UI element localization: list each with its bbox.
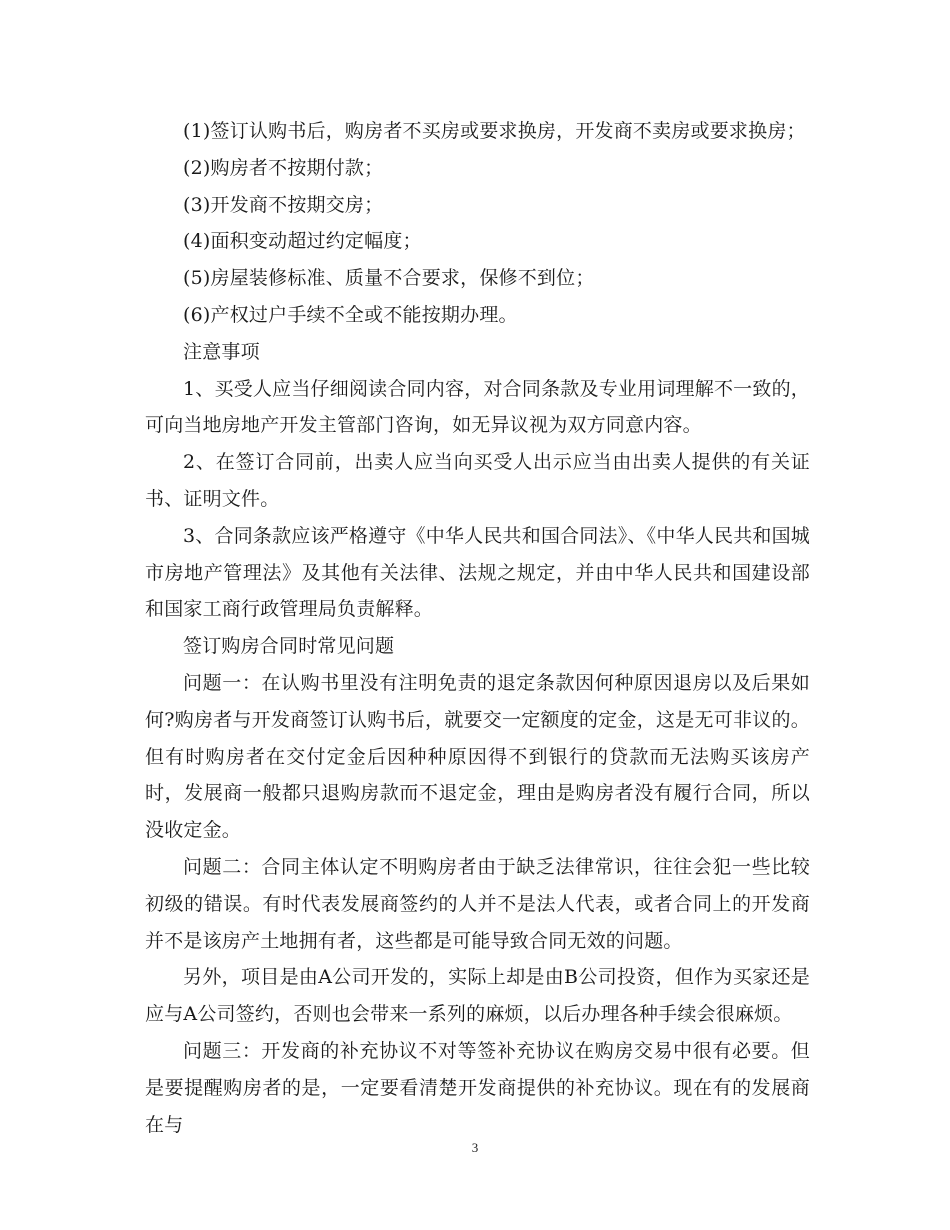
issue-paragraph-2-addendum: 另外，项目是由A公司开发的，实际上却是由B公司投资，但作为买家还是应与A公司签约，否则也会带来一系列的麻烦，以后办理各种手续会很麻烦。 <box>145 966 810 1026</box>
issue-paragraph-2: 问题二：合同主体认定不明购房者由于缺乏法律常识，往往会犯一些比较初级的错误。有时代表发展商签约的人并不是法人代表，或者合同上的开发商并不是该房产土地拥有者，这些都是可能导致合同无效的问题。 <box>145 855 810 952</box>
section-heading-notes: 注意事项 <box>183 340 260 363</box>
list-item-6: (6)产权过户手续不全或不能按期办理。 <box>183 303 518 326</box>
document-body <box>145 113 810 1143</box>
list-item-1: (1)签订认购书后，购房者不买房或要求换房，开发商不卖房或要求换房； <box>183 120 806 142</box>
note-paragraph-3: 3、合同条款应该严格遵守《中华人民共和国合同法》、《中华人民共和国城市房地产管理法》及其他有关法律、法规之规定，并由中华人民共和国建设部和国家工商行政管理局负责解释。 <box>145 524 810 621</box>
list-item-5: (5)房屋装修标准、质量不合要求，保修不到位； <box>183 267 595 290</box>
list-item-4: (4)面积变动超过约定幅度； <box>183 230 422 253</box>
page-number: 3 <box>471 1140 479 1155</box>
list-item-2: (2)购房者不按期付款； <box>183 156 384 179</box>
issue-paragraph-3: 问题三：开发商的补充协议不对等签补充协议在购房交易中很有必要。但是要提醒购房者的是，一定要看清楚开发商提供的补充协议。现在有的发展商在与 <box>145 1039 810 1136</box>
section-heading-common-issues: 签订购房合同时常见问题 <box>183 635 395 658</box>
note-paragraph-1: 1、买受人应当仔细阅读合同内容，对合同条款及专业用词理解不一致的，可向当地房地产开发主管部门咨询，如无异议视为双方同意内容。 <box>145 377 810 437</box>
list-item-3: (3)开发商不按期交房； <box>183 193 384 216</box>
note-paragraph-2: 2、在签订合同前，出卖人应当向买受人出示应当由出卖人提供的有关证书、证明文件。 <box>145 451 810 510</box>
issue-paragraph-1: 问题一：在认购书里没有注明免责的退定条款因何种原因退房以及后果如何?购房者与开发商签订认购书后，就要交一定额度的定金，这是无可非议的。但有时购房者在交付定金后因种种原因得不到银行的贷款而无法购买该房产时，发展商一般都只退购房款而不退定金，理由是购房者没有履行合同，所以没收定金。 <box>145 671 810 842</box>
